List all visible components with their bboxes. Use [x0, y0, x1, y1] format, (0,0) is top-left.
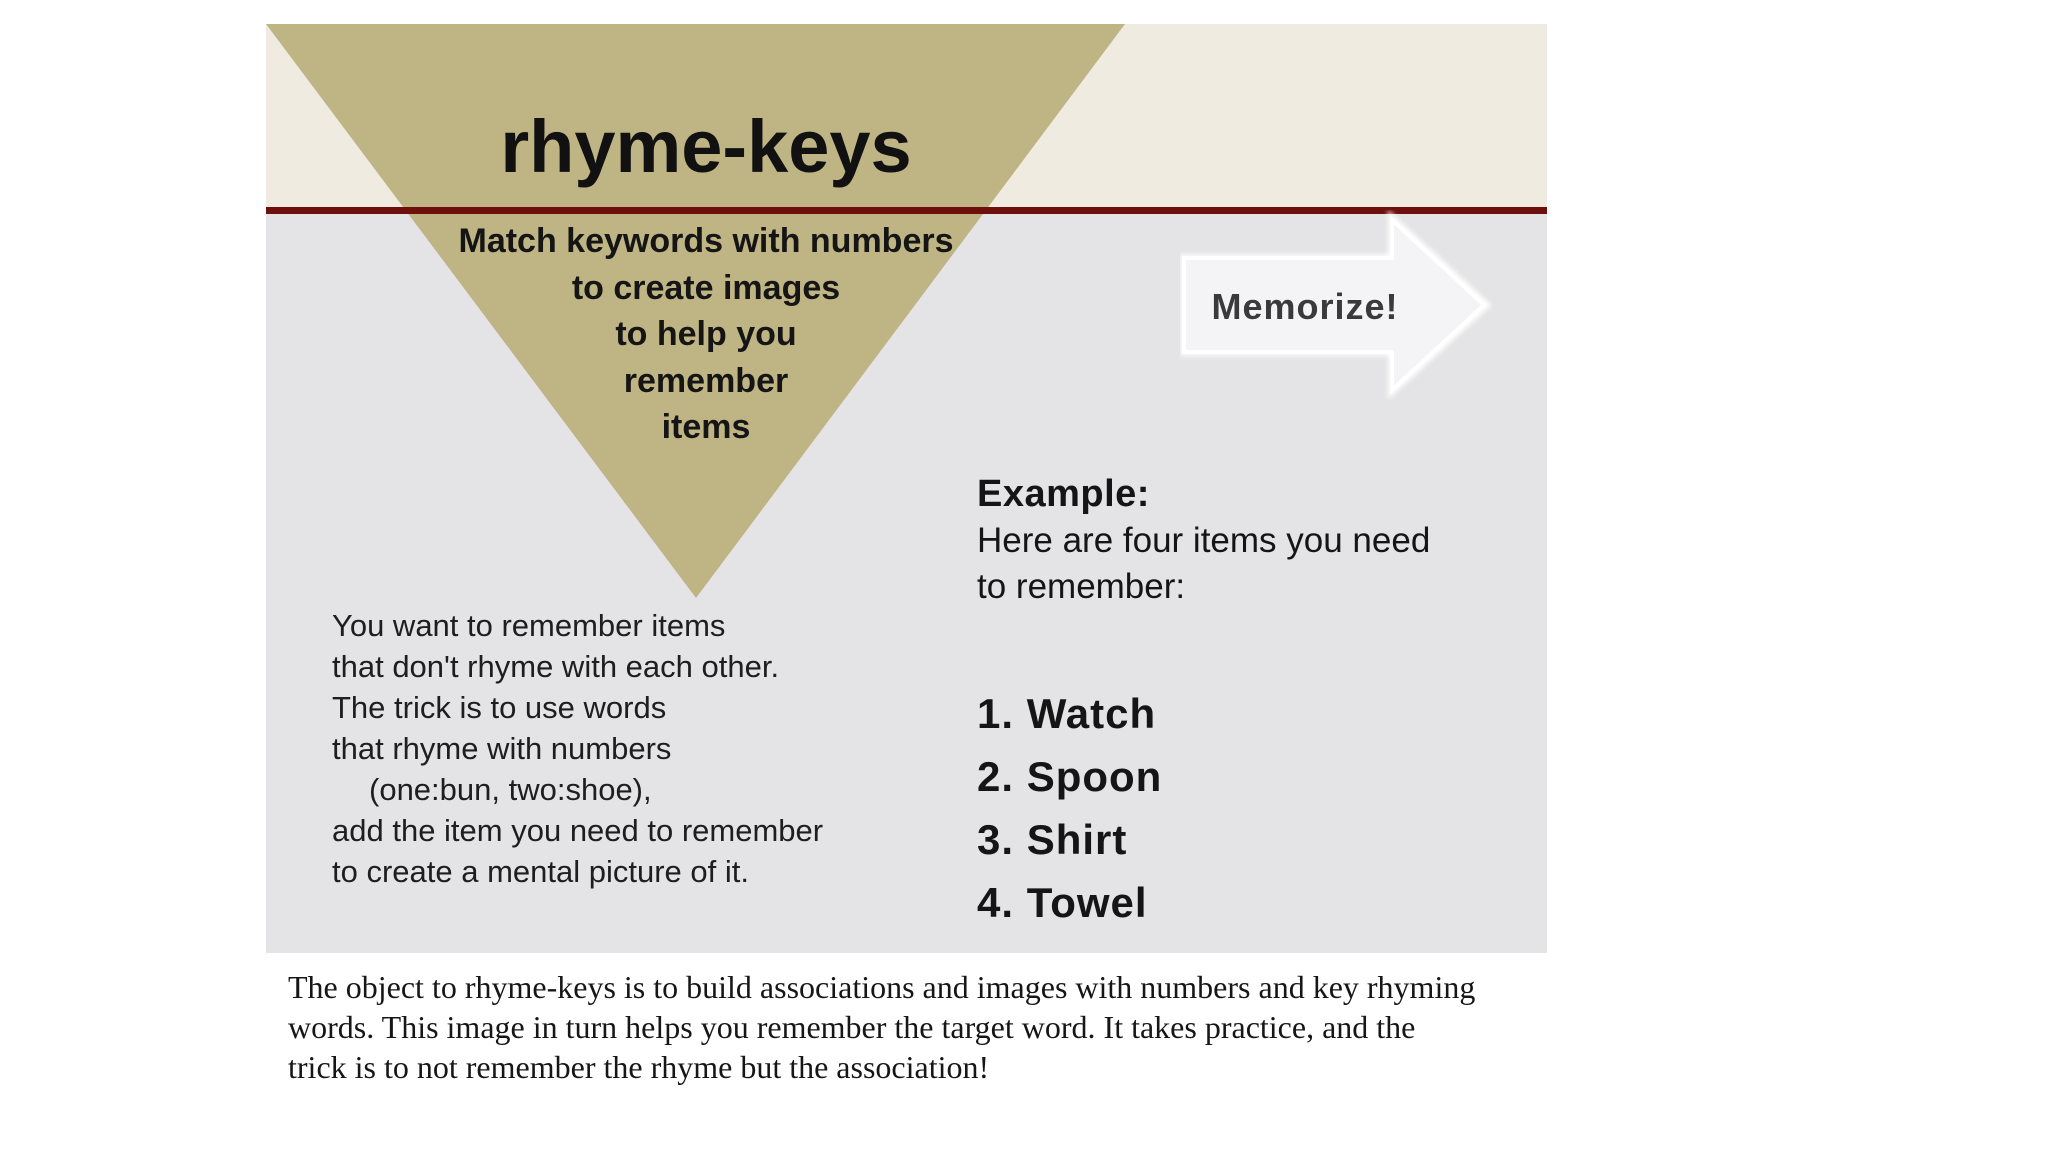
graphic-title: rhyme-keys	[500, 105, 912, 188]
intro-line: The trick is to use words	[332, 690, 667, 725]
caption-line: trick is to not remember the rhyme but the association!	[288, 1049, 990, 1085]
example-text-line: Here are four items you need	[977, 520, 1431, 560]
example-list	[977, 682, 1162, 934]
intro-paragraph	[332, 605, 823, 892]
memorize-label: Memorize!	[1211, 286, 1399, 327]
example-text-line: to remember:	[977, 566, 1186, 606]
intro-line: add the item you need to remember	[332, 813, 824, 848]
subtitle-line: remember	[623, 361, 789, 400]
subtitle-line: to create images	[571, 268, 841, 307]
example-item: 4. Towel	[977, 879, 1148, 926]
caption-line: words. This image in turn helps you remember the target word. It takes practice, and the	[288, 1009, 1416, 1045]
example-heading: Example:	[977, 473, 1150, 515]
subtitle-line: items	[661, 408, 751, 446]
subtitle-line: Match keywords with numbers	[458, 222, 954, 260]
intro-line: that don't rhyme with each other.	[332, 649, 780, 684]
intro-line: You want to remember items	[332, 608, 726, 643]
intro-line: that rhyme with numbers	[332, 731, 672, 766]
intro-line: to create a mental picture of it.	[332, 854, 749, 889]
example-text	[977, 518, 1430, 610]
caption-line: The object to rhyme-keys is to build associations and images with numbers and key rhyming	[288, 969, 1476, 1005]
subtitle-line: to help you	[615, 315, 797, 353]
intro-line: (one:bun, two:shoe),	[369, 772, 652, 807]
example-item: 3. Shirt	[977, 816, 1128, 863]
example-item: 1. Watch	[977, 690, 1157, 737]
rhyme-keys-graphic	[266, 24, 1547, 953]
example-block	[977, 472, 1431, 926]
graphic-subtitle	[266, 218, 1146, 451]
example-item: 2. Spoon	[977, 753, 1163, 800]
caption-paragraph	[288, 967, 1558, 1087]
